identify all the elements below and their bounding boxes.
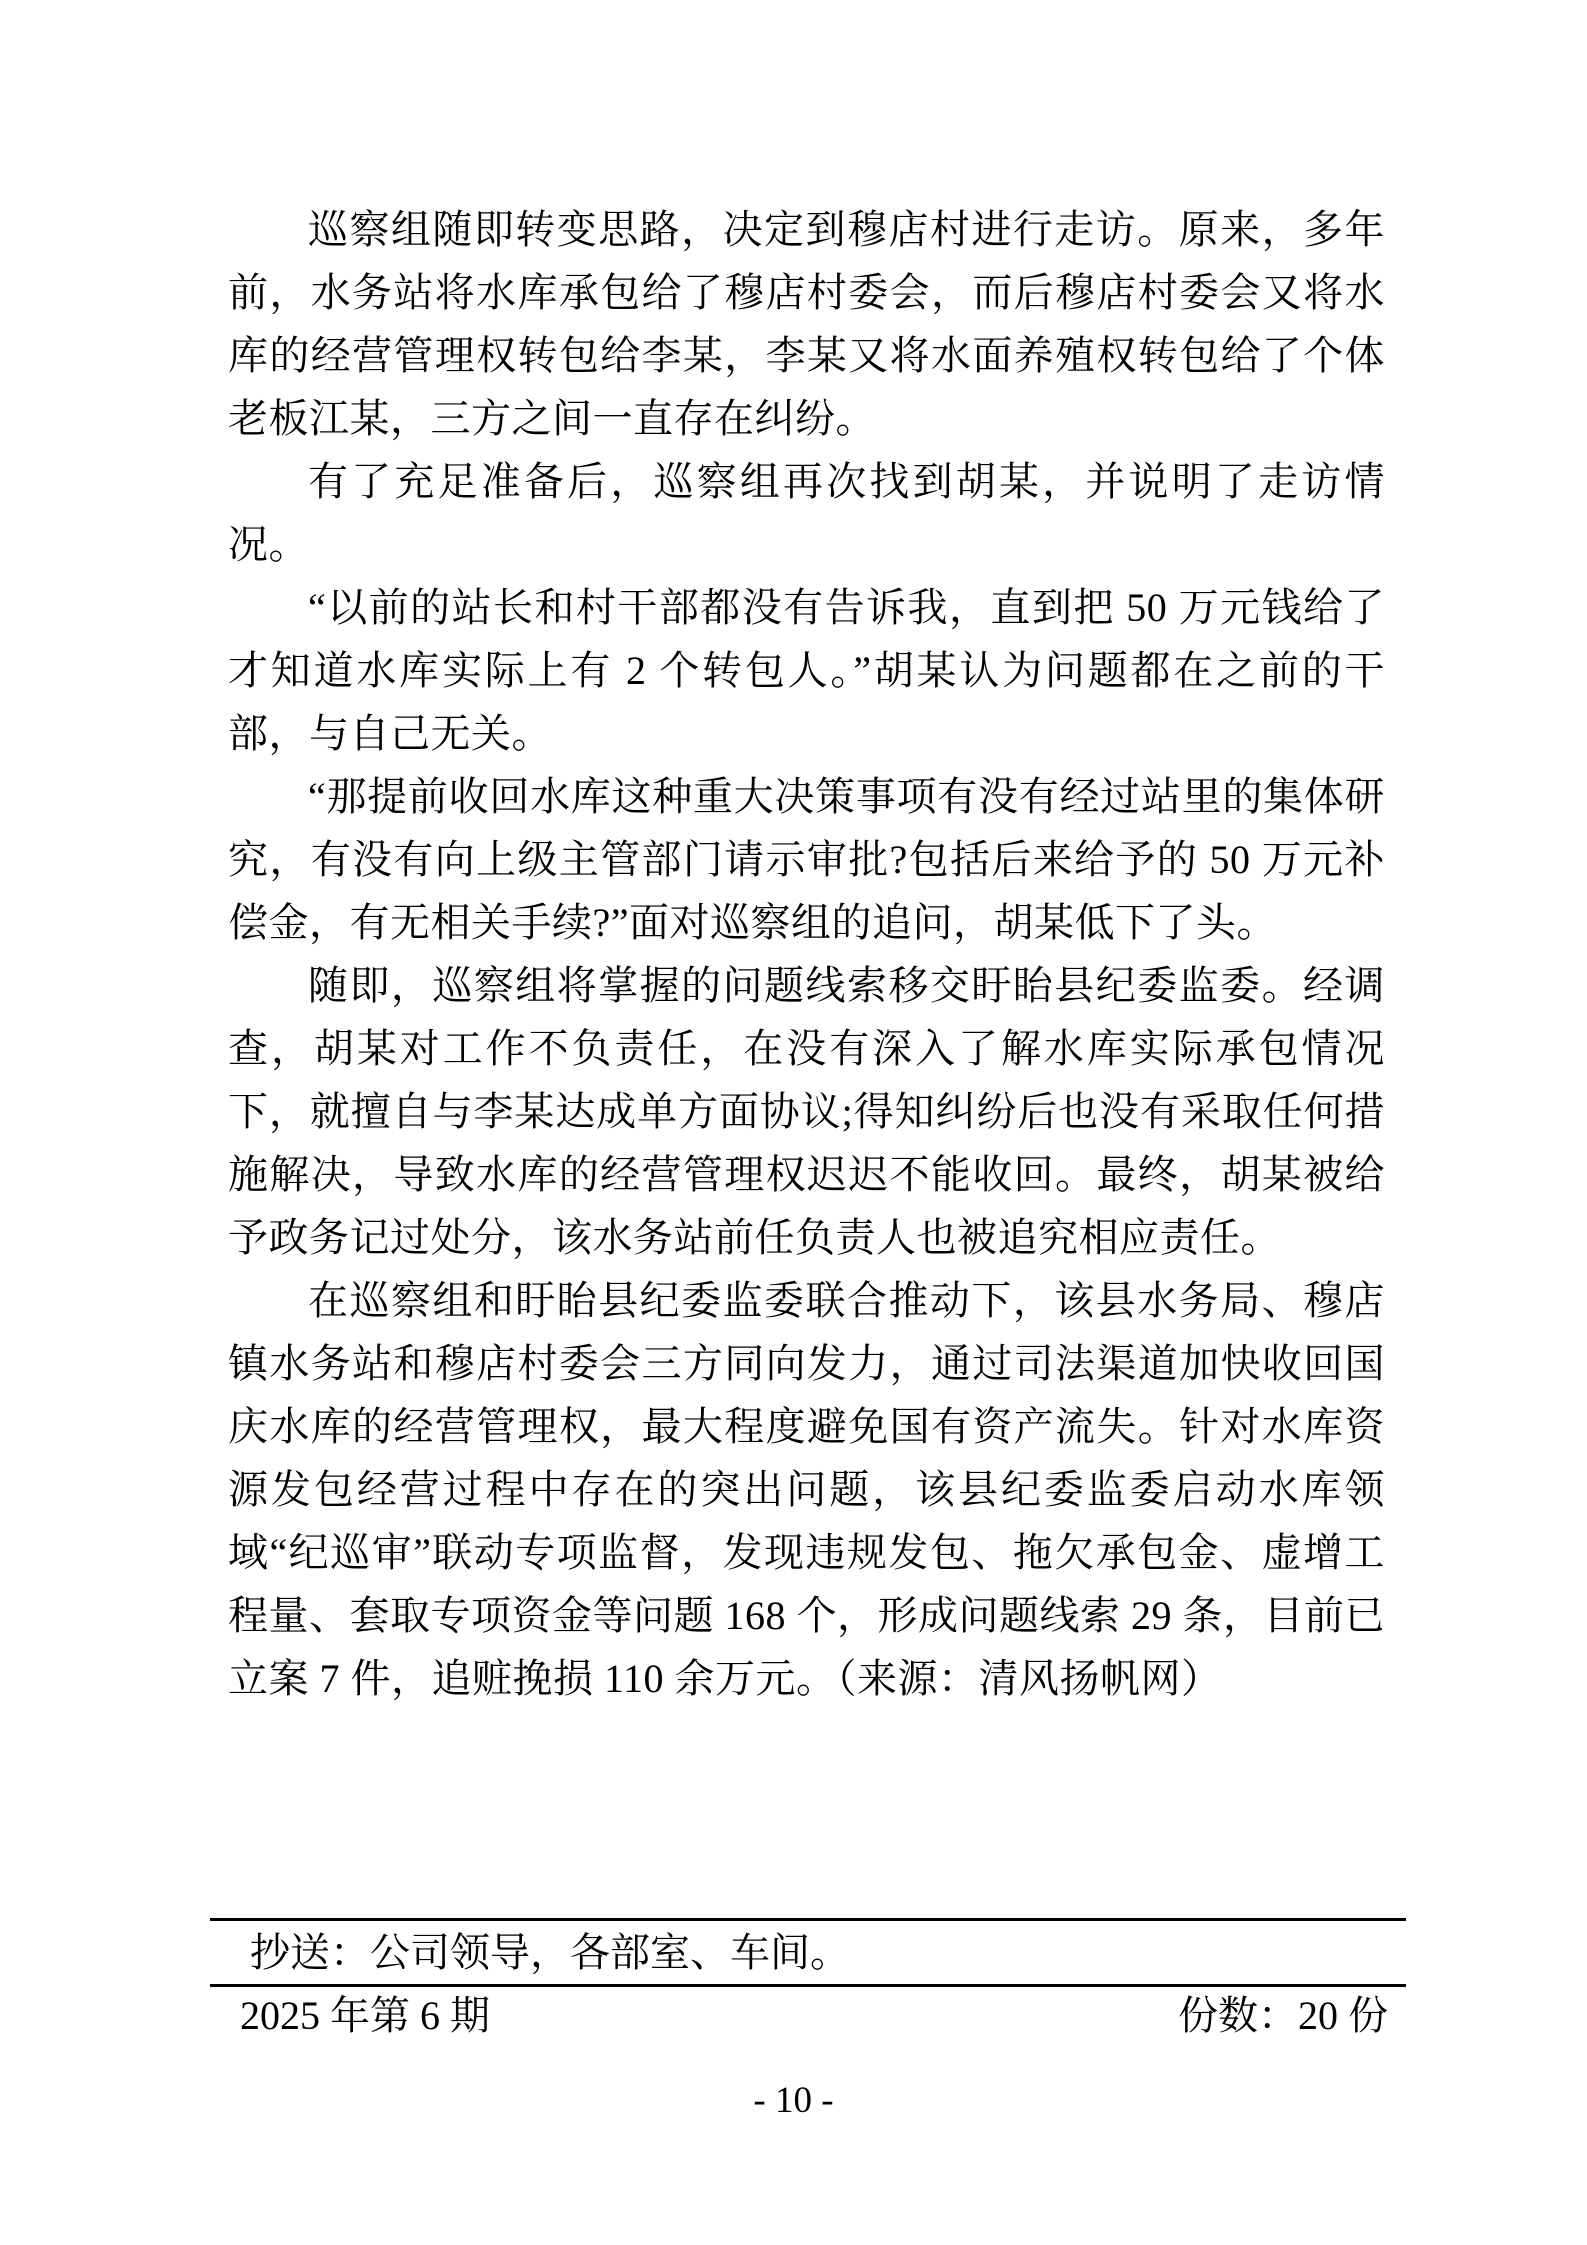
footer-meta-row	[210, 1990, 1406, 2042]
paragraph-2: 有了充足准备后，巡察组再次找到胡某，并说明了走访情况。	[228, 459, 1385, 567]
issue-number: 2025 年第 6 期	[240, 1993, 490, 2038]
paragraph-6: 在巡察组和盱眙县纪委监委联合推动下，该县水务局、穆店镇水务站和穆店村委会三方同向发力，通过司法渠道加快收回国庆水库的经营管理权，最大程度避免国有资产流失。针对水库资源发包经营过程中存在的突出问题，该县纪委监委启动水库领域“纪巡审”联动专项监督，发现违规发包、拖欠承包金、虚增工程量、套取专项资金等问题 168 个，形成问题线索 29 条，目前已立案 7 件，追赃挽损 110 余万元。（来源：清风扬帆网）	[228, 1278, 1385, 1701]
copies-count: 份数：20 份	[1178, 1993, 1388, 2038]
paragraph-3: “以前的站长和村干部都没有告诉我，直到把 50 万元钱给了才知道水库实际上有 2 个转包人。”胡某认为问题都在之前的干部，与自己无关。	[228, 585, 1385, 756]
page-number: - 10 -	[753, 2080, 834, 2121]
document-body	[228, 198, 1385, 1710]
footer-divider-bottom	[210, 1984, 1406, 1987]
paragraph-5: 随即，巡察组将掌握的问题线索移交盱眙县纪委监委。经调查，胡某对工作不负责任，在没有深入了解水库实际承包情况下，就擅自与李某达成单方面协议;得知纠纷后也没有采取任何措施解决，导致水库的经营管理权迟迟不能收回。最终，胡某被给予政务记过处分，该水务站前任负责人也被追究相应责任。	[228, 963, 1385, 1260]
cc-line: 抄送：公司领导，各部室、车间。	[250, 1930, 850, 1975]
paragraph-1: 巡察组随即转变思路，决定到穆店村进行走访。原来，多年前，水务站将水库承包给了穆店村委会，而后穆店村委会又将水库的经营管理权转包给李某，李某又将水面养殖权转包给了个体老板江某，三方之间一直存在纠纷。	[228, 207, 1385, 441]
paragraph-4: “那提前收回水库这种重大决策事项有没有经过站里的集体研究，有没有向上级主管部门请示审批?包括后来给予的 50 万元补偿金，有无相关手续?”面对巡察组的追问，胡某低下了头。	[228, 774, 1385, 945]
